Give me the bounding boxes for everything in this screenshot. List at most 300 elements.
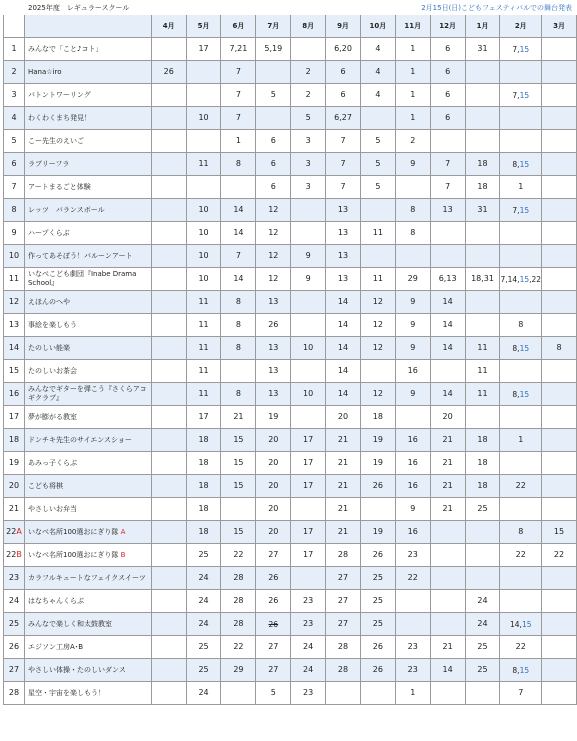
date-cell: 7 — [326, 153, 361, 176]
table-row — [4, 107, 577, 130]
date-cell: 7,21 — [221, 38, 256, 61]
date-cell: 8,15 — [500, 659, 542, 682]
row-number: 7 — [4, 176, 25, 199]
date-cell: 21 — [326, 475, 361, 498]
date-cell: 10 — [291, 337, 326, 360]
row-number: 2 — [4, 61, 25, 84]
class-name: エジソン工房A･B — [24, 636, 151, 659]
date-cell: 9 — [395, 337, 430, 360]
date-cell: 8 — [395, 222, 430, 245]
date-cell — [500, 590, 542, 613]
date-cell: 14 — [221, 222, 256, 245]
table-row — [4, 38, 577, 61]
date-cell: 5 — [256, 84, 291, 107]
date-cell: 8 — [395, 199, 430, 222]
date-cell: 14 — [430, 291, 465, 314]
date-cell: 7,15 — [500, 84, 542, 107]
date-cell: 27 — [326, 567, 361, 590]
date-cell: 24 — [291, 636, 326, 659]
date-cell — [542, 176, 577, 199]
date-cell: 16 — [395, 429, 430, 452]
date-cell: 22 — [221, 636, 256, 659]
date-cell: 24 — [186, 613, 221, 636]
date-cell — [395, 176, 430, 199]
date-cell: 11 — [360, 222, 395, 245]
date-cell — [151, 84, 186, 107]
date-cell: 9 — [291, 268, 326, 291]
date-cell — [151, 291, 186, 314]
table-row — [4, 268, 577, 291]
table-row — [4, 337, 577, 360]
date-cell — [465, 521, 500, 544]
table-row — [4, 360, 577, 383]
date-cell: 17 — [291, 521, 326, 544]
row-number: 1 — [4, 38, 25, 61]
date-cell: 7,14,15,22 — [500, 268, 542, 291]
date-cell: 21 — [326, 452, 361, 475]
date-cell — [542, 107, 577, 130]
schedule-table — [3, 0, 577, 705]
date-cell: 14 — [326, 360, 361, 383]
table-row — [4, 84, 577, 107]
date-cell: 7 — [221, 61, 256, 84]
date-cell: 7 — [500, 682, 542, 705]
date-cell: 21 — [326, 429, 361, 452]
class-name: みんなでギターを弾こう『さくらアコギクラブ』 — [24, 383, 151, 406]
date-cell: 6 — [430, 84, 465, 107]
class-name: やさしいお弁当 — [24, 498, 151, 521]
date-cell: 31 — [465, 38, 500, 61]
class-name: いなべ名所100選おにぎり隊 A — [24, 521, 151, 544]
row-number: 16 — [4, 383, 25, 406]
table-row — [4, 130, 577, 153]
date-cell: 11 — [360, 268, 395, 291]
date-cell — [151, 406, 186, 429]
date-cell — [151, 245, 186, 268]
date-cell: 11 — [186, 153, 221, 176]
month-header: 1月 — [465, 15, 500, 38]
date-cell — [430, 567, 465, 590]
date-cell — [542, 130, 577, 153]
table-row — [4, 613, 577, 636]
table-row — [4, 61, 577, 84]
date-cell — [151, 360, 186, 383]
date-cell: 6 — [430, 107, 465, 130]
date-cell: 18 — [465, 475, 500, 498]
date-cell: 4 — [360, 61, 395, 84]
date-cell: 8 — [500, 314, 542, 337]
date-cell: 8,15 — [500, 153, 542, 176]
date-cell — [500, 452, 542, 475]
date-cell — [291, 222, 326, 245]
date-cell: 2 — [395, 130, 430, 153]
date-cell — [186, 84, 221, 107]
date-cell: 14 — [221, 268, 256, 291]
table-row — [4, 245, 577, 268]
month-header: 2月 — [500, 15, 542, 38]
date-cell: 12 — [360, 337, 395, 360]
date-cell: 15 — [221, 521, 256, 544]
date-cell — [465, 130, 500, 153]
date-cell: 19 — [256, 406, 291, 429]
date-cell — [221, 682, 256, 705]
date-cell: 19 — [360, 452, 395, 475]
date-cell: 25 — [465, 498, 500, 521]
date-cell — [542, 406, 577, 429]
date-cell — [360, 682, 395, 705]
date-cell — [542, 429, 577, 452]
date-cell: 27 — [326, 613, 361, 636]
date-cell: 25 — [186, 636, 221, 659]
date-cell: 16 — [395, 521, 430, 544]
date-cell: 7 — [430, 153, 465, 176]
table-row — [4, 521, 577, 544]
date-cell — [542, 682, 577, 705]
date-cell — [151, 521, 186, 544]
date-cell: 22 — [221, 544, 256, 567]
date-cell: 25 — [465, 659, 500, 682]
date-cell — [500, 222, 542, 245]
date-cell: 18 — [186, 498, 221, 521]
row-number: 17 — [4, 406, 25, 429]
class-name: わくわくまち発見！ — [24, 107, 151, 130]
date-cell: 7 — [430, 176, 465, 199]
date-cell — [430, 613, 465, 636]
date-cell: 13 — [256, 337, 291, 360]
date-cell — [542, 291, 577, 314]
date-cell: 10 — [291, 383, 326, 406]
date-cell — [542, 498, 577, 521]
date-cell: 27 — [256, 659, 291, 682]
row-number: 26 — [4, 636, 25, 659]
date-cell: 26 — [360, 475, 395, 498]
date-cell — [291, 498, 326, 521]
date-cell: 18 — [465, 429, 500, 452]
table-row — [4, 291, 577, 314]
class-name: こー先生のえいご — [24, 130, 151, 153]
class-name: いなべ名所100選おにぎり隊 B — [24, 544, 151, 567]
row-number: 13 — [4, 314, 25, 337]
date-cell: 13 — [256, 360, 291, 383]
class-name: えほんのへや — [24, 291, 151, 314]
row-number: 25 — [4, 613, 25, 636]
row-number: 22A — [4, 521, 25, 544]
date-cell: 20 — [430, 406, 465, 429]
date-cell — [395, 406, 430, 429]
date-cell: 9 — [395, 291, 430, 314]
row-number: 22B — [4, 544, 25, 567]
date-cell: 1 — [395, 38, 430, 61]
date-cell: 11 — [186, 314, 221, 337]
date-cell — [151, 498, 186, 521]
date-cell — [430, 360, 465, 383]
date-cell — [291, 38, 326, 61]
table-row — [4, 199, 577, 222]
date-cell — [186, 130, 221, 153]
date-cell: 15 — [221, 475, 256, 498]
date-cell: 16 — [395, 360, 430, 383]
header-corner — [4, 15, 25, 38]
date-cell — [542, 475, 577, 498]
class-name: みんなで楽しく和太鼓教室 — [24, 613, 151, 636]
date-cell: 6 — [256, 130, 291, 153]
class-name: Hana☆iro — [24, 61, 151, 84]
date-cell: 12 — [256, 199, 291, 222]
date-cell: 13 — [430, 199, 465, 222]
date-cell: 12 — [360, 383, 395, 406]
date-cell: 9 — [395, 314, 430, 337]
date-cell — [291, 406, 326, 429]
date-cell — [430, 682, 465, 705]
date-cell: 6 — [256, 176, 291, 199]
date-cell — [430, 245, 465, 268]
date-cell: 31 — [465, 199, 500, 222]
date-cell — [465, 406, 500, 429]
class-name: こども将棋 — [24, 475, 151, 498]
date-cell: 14 — [430, 383, 465, 406]
date-cell: 13 — [256, 383, 291, 406]
date-cell: 18 — [186, 521, 221, 544]
date-cell — [151, 429, 186, 452]
date-cell: 26 — [151, 61, 186, 84]
date-cell: 7,15 — [500, 199, 542, 222]
date-cell: 25 — [360, 613, 395, 636]
table-row — [4, 659, 577, 682]
month-header: 7月 — [256, 15, 291, 38]
date-cell — [151, 130, 186, 153]
class-name: ドンチキ先生のサイエンスショー — [24, 429, 151, 452]
date-cell — [542, 360, 577, 383]
date-cell: 7 — [221, 245, 256, 268]
date-cell — [360, 498, 395, 521]
date-cell: 29 — [221, 659, 256, 682]
date-cell: 11 — [186, 360, 221, 383]
date-cell — [542, 613, 577, 636]
date-cell — [542, 222, 577, 245]
table-row — [4, 314, 577, 337]
class-name: レッツ バランスボール — [24, 199, 151, 222]
date-cell: 12 — [256, 245, 291, 268]
date-cell: 14 — [221, 199, 256, 222]
date-cell: 10 — [186, 245, 221, 268]
date-cell — [465, 61, 500, 84]
date-cell: 20 — [256, 498, 291, 521]
date-cell: 24 — [186, 682, 221, 705]
date-cell: 13 — [326, 268, 361, 291]
date-cell — [430, 544, 465, 567]
date-cell: 8 — [221, 291, 256, 314]
table-row — [4, 406, 577, 429]
date-cell: 8,15 — [500, 337, 542, 360]
date-cell — [430, 521, 465, 544]
date-cell — [360, 199, 395, 222]
date-cell: 12 — [256, 268, 291, 291]
date-cell: 18 — [465, 176, 500, 199]
date-cell: 8,15 — [500, 383, 542, 406]
date-cell: 26 — [256, 590, 291, 613]
date-cell: 1 — [500, 429, 542, 452]
date-cell — [151, 567, 186, 590]
date-cell: 17 — [291, 452, 326, 475]
table-row — [4, 475, 577, 498]
date-cell: 17 — [291, 475, 326, 498]
date-cell: 21 — [430, 475, 465, 498]
date-cell — [151, 613, 186, 636]
date-cell — [151, 199, 186, 222]
month-header: 6月 — [221, 15, 256, 38]
class-name: ハープくらぶ — [24, 222, 151, 245]
date-cell: 4 — [360, 84, 395, 107]
date-cell — [465, 314, 500, 337]
class-name: いなべこども劇団『Inabe Drama School』 — [24, 268, 151, 291]
date-cell: 1 — [395, 682, 430, 705]
row-number: 6 — [4, 153, 25, 176]
date-cell: 26 — [256, 613, 291, 636]
row-number: 3 — [4, 84, 25, 107]
date-cell — [221, 176, 256, 199]
date-cell: 11 — [465, 360, 500, 383]
date-cell: 21 — [430, 636, 465, 659]
date-cell: 18 — [465, 153, 500, 176]
date-cell: 20 — [256, 452, 291, 475]
date-cell — [186, 61, 221, 84]
date-cell — [542, 590, 577, 613]
date-cell — [186, 176, 221, 199]
date-cell — [291, 360, 326, 383]
date-cell: 9 — [291, 245, 326, 268]
date-cell: 14 — [430, 337, 465, 360]
date-cell: 18 — [186, 475, 221, 498]
date-cell: 14 — [430, 314, 465, 337]
date-cell — [256, 61, 291, 84]
date-cell: 11 — [465, 383, 500, 406]
row-number: 8 — [4, 199, 25, 222]
date-cell — [256, 107, 291, 130]
date-cell: 8 — [221, 383, 256, 406]
date-cell: 14 — [326, 383, 361, 406]
date-cell: 20 — [256, 429, 291, 452]
date-cell: 1 — [221, 130, 256, 153]
date-cell: 6,13 — [430, 268, 465, 291]
date-cell — [542, 84, 577, 107]
table-row — [4, 153, 577, 176]
date-cell: 17 — [186, 38, 221, 61]
date-cell: 6,27 — [326, 107, 361, 130]
date-cell — [151, 636, 186, 659]
sheet-title-row — [4, 1, 577, 15]
date-cell: 15 — [221, 452, 256, 475]
date-cell: 14,15 — [500, 613, 542, 636]
date-cell: 24 — [186, 590, 221, 613]
date-cell: 22 — [500, 636, 542, 659]
date-cell: 9 — [395, 498, 430, 521]
date-cell: 8 — [221, 337, 256, 360]
date-cell — [151, 107, 186, 130]
date-cell — [542, 452, 577, 475]
date-cell: 2 — [291, 61, 326, 84]
date-cell — [465, 107, 500, 130]
date-cell: 9 — [395, 153, 430, 176]
row-number: 20 — [4, 475, 25, 498]
date-cell: 13 — [326, 222, 361, 245]
date-cell: 13 — [326, 245, 361, 268]
date-cell — [291, 314, 326, 337]
date-cell — [500, 61, 542, 84]
date-cell: 6 — [326, 84, 361, 107]
class-name: 事絵を楽しもう — [24, 314, 151, 337]
date-cell — [151, 452, 186, 475]
date-cell — [151, 659, 186, 682]
date-cell: 21 — [326, 521, 361, 544]
row-number: 12 — [4, 291, 25, 314]
date-cell: 18 — [186, 452, 221, 475]
date-cell: 10 — [186, 107, 221, 130]
date-cell: 20 — [256, 475, 291, 498]
date-cell: 5,19 — [256, 38, 291, 61]
date-cell: 23 — [395, 636, 430, 659]
date-cell: 17 — [291, 429, 326, 452]
date-cell: 23 — [291, 590, 326, 613]
date-cell: 17 — [186, 406, 221, 429]
date-cell — [151, 153, 186, 176]
sheet-title: 2025年度 レギュラースクール — [4, 1, 152, 15]
date-cell: 25 — [465, 636, 500, 659]
date-cell: 5 — [256, 682, 291, 705]
date-cell: 21 — [326, 498, 361, 521]
row-number: 4 — [4, 107, 25, 130]
class-name: ラブリーフラ — [24, 153, 151, 176]
date-cell — [542, 383, 577, 406]
table-row — [4, 176, 577, 199]
date-cell: 5 — [360, 153, 395, 176]
date-cell: 18 — [360, 406, 395, 429]
class-name: たのしい能楽 — [24, 337, 151, 360]
date-cell — [221, 360, 256, 383]
date-cell — [151, 383, 186, 406]
date-cell: 15 — [542, 521, 577, 544]
date-cell: 28 — [326, 544, 361, 567]
date-cell — [395, 245, 430, 268]
date-cell: 16 — [395, 475, 430, 498]
row-number: 18 — [4, 429, 25, 452]
row-number: 27 — [4, 659, 25, 682]
date-cell: 18 — [465, 452, 500, 475]
date-cell: 2 — [291, 84, 326, 107]
date-cell: 13 — [326, 199, 361, 222]
date-cell: 12 — [360, 291, 395, 314]
date-cell — [291, 567, 326, 590]
date-cell — [500, 291, 542, 314]
table-row — [4, 567, 577, 590]
date-cell: 28 — [221, 613, 256, 636]
date-cell — [500, 245, 542, 268]
date-cell — [151, 222, 186, 245]
date-cell: 22 — [542, 544, 577, 567]
row-number: 11 — [4, 268, 25, 291]
date-cell: 11 — [186, 291, 221, 314]
class-name: 星空・宇宙を楽しもう！ — [24, 682, 151, 705]
date-cell: 8 — [221, 153, 256, 176]
class-name: カラフルキュートなフェイクスイーツ — [24, 567, 151, 590]
date-cell: 20 — [326, 406, 361, 429]
date-cell: 1 — [395, 61, 430, 84]
month-header: 9月 — [326, 15, 361, 38]
date-cell: 6,20 — [326, 38, 361, 61]
class-name: 夢が膨がる教室 — [24, 406, 151, 429]
date-cell — [395, 590, 430, 613]
date-cell — [151, 337, 186, 360]
date-cell: 5 — [291, 107, 326, 130]
